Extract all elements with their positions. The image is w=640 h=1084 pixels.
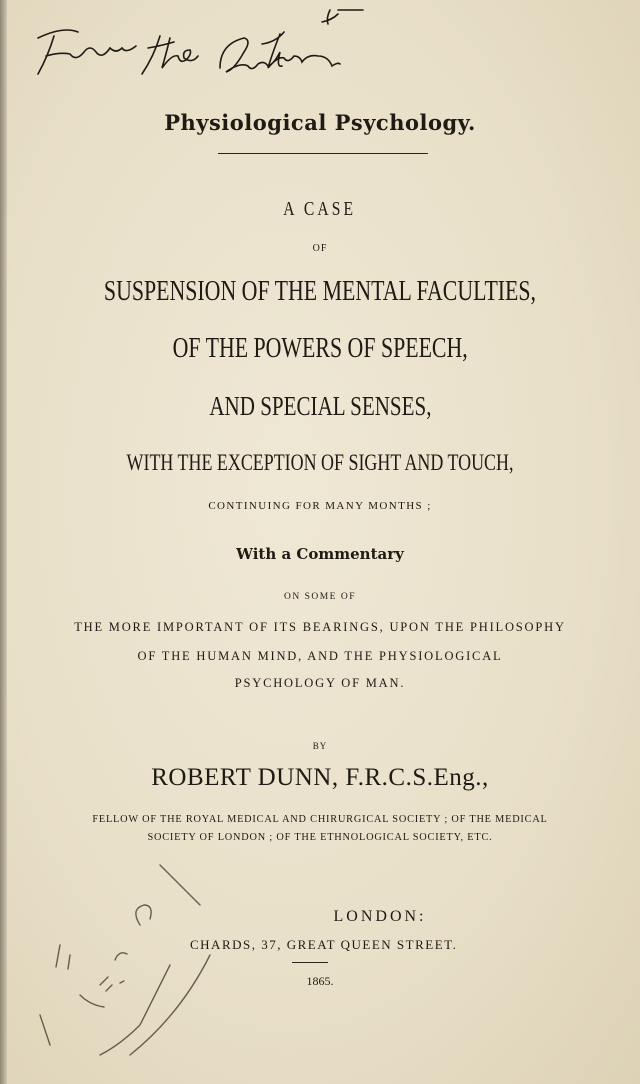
by-label: BY bbox=[312, 741, 328, 751]
subtitle-line-mind: OF THE HUMAN MIND, AND THE PHYSIOLOGICAL bbox=[137, 649, 503, 663]
title-line-speech: OF THE POWERS OF SPEECH, bbox=[172, 333, 468, 364]
commentary-line: With a Commentary bbox=[236, 545, 404, 563]
title-line-exception: WITH THE EXCEPTION OF SIGHT AND TOUCH, bbox=[126, 450, 514, 475]
author-name: ROBERT DUNN, F.R.C.S.Eng., bbox=[151, 764, 489, 791]
title-rule bbox=[218, 153, 428, 154]
subtitle-line-man: PSYCHOLOGY OF MAN. bbox=[234, 676, 406, 690]
page-binding-edge bbox=[0, 0, 7, 1084]
title-line-senses: AND SPECIAL SENSES, bbox=[208, 391, 432, 421]
heading-a-case: A CASE bbox=[283, 198, 357, 220]
imprint-rule bbox=[292, 962, 328, 963]
series-title: Physiological Psychology. bbox=[164, 110, 476, 135]
imprint-year: 1865. bbox=[306, 974, 334, 988]
title-line-suspension: SUSPENSION OF THE MENTAL FACULTIES, bbox=[103, 276, 537, 307]
handwritten-inscription bbox=[30, 8, 380, 98]
fellow-line-2: SOCIETY OF LONDON ; OF THE ETHNOLOGICAL SOCIETY, ETC. bbox=[147, 832, 493, 843]
title-line-continuing: CONTINUING FOR MANY MONTHS ; bbox=[208, 500, 432, 512]
imprint-city: LONDON: bbox=[333, 908, 427, 925]
fellow-line-1: FELLOW OF THE ROYAL MEDICAL AND CHIRURGICAL SOCIETY ; OF THE MEDICAL bbox=[92, 814, 548, 825]
on-some-of: ON SOME OF bbox=[283, 592, 356, 602]
library-stamp-marks bbox=[20, 815, 240, 1075]
heading-of: OF bbox=[312, 243, 328, 254]
subtitle-line-bearings: THE MORE IMPORTANT OF ITS BEARINGS, UPON THE PHILOSOPHY bbox=[74, 620, 566, 634]
imprint-publisher: CHARDS, 37, GREAT QUEEN STREET. bbox=[190, 937, 458, 952]
